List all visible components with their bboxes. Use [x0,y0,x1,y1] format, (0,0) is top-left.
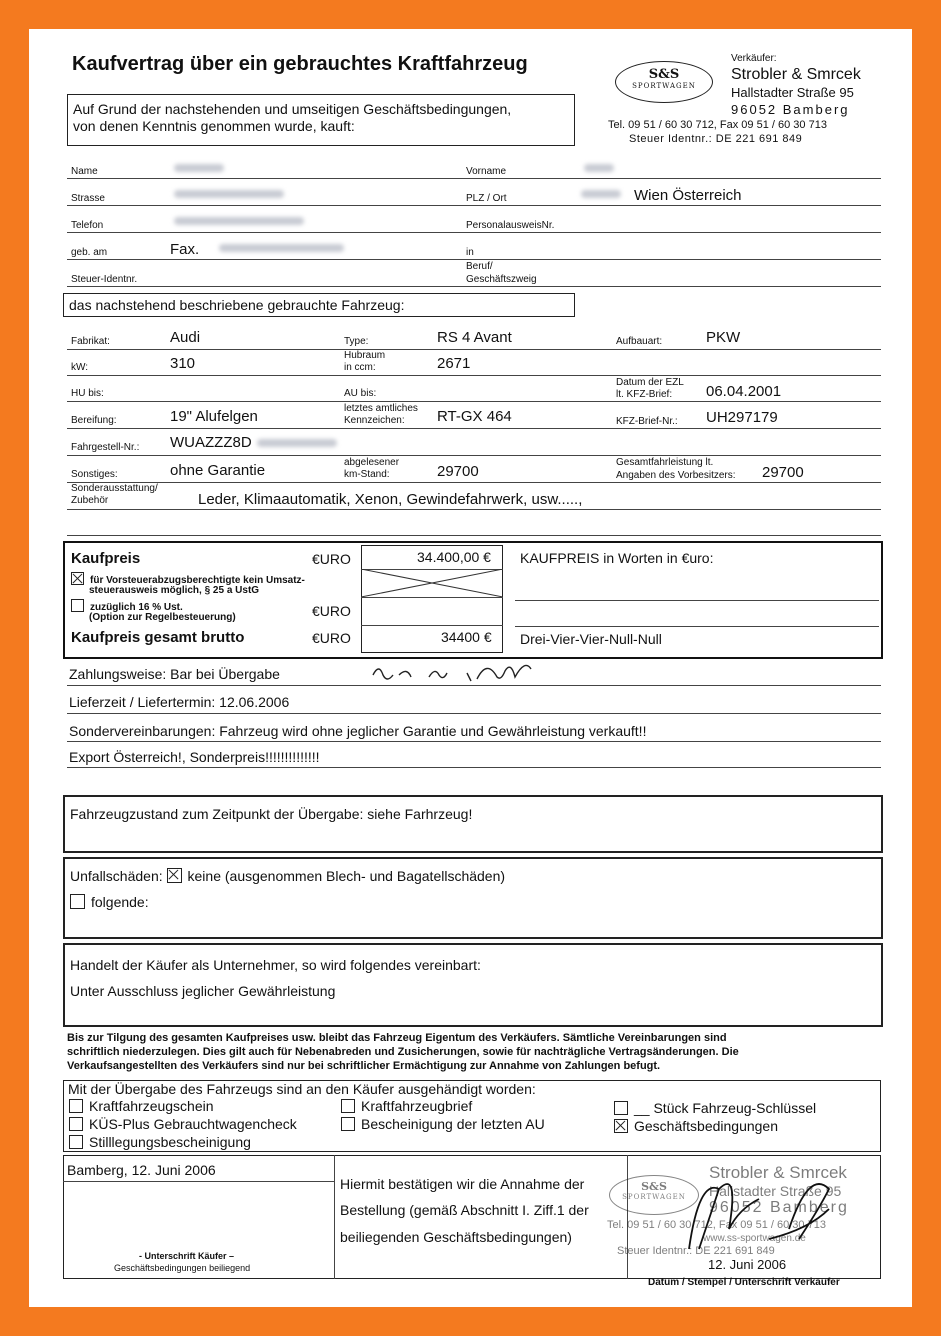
brief-value: UH297179 [706,409,778,426]
gesamt-label-1: Gesamtfahrleistung lt. [616,457,714,468]
zahlung-text: Zahlungsweise: Bar bei Übergabe [69,666,280,682]
legal-line-2: schriftlich niederzulegen. Dies gilt auch für Nebenabreden und Zusicherungen, sowie für nachträgliche Vertragsänderungen. Die [67,1046,739,1058]
intro-box [67,94,575,146]
au-label: AU bis: [344,388,377,399]
ezl-label-1: Datum der EZL [616,377,684,388]
kw-value: 310 [170,355,196,372]
option-2 [71,599,183,613]
ezl-value: 06.04.2001 [706,383,782,400]
words-value: Drei-Vier-Vier-Null-Null [520,631,662,647]
buyer-signature-note: Geschäftsbedingungen beiliegend [114,1263,251,1273]
stamp-phone: Tel. 09 51 / 60 30 712, Fax 09 51 / 60 30 713 [607,1219,826,1231]
gesamt-brutto-value: 34400 € [441,629,492,645]
confirm-line-1: Hiermit bestätigen wir die Annahme der [340,1176,585,1192]
beruf-label-1: Beruf/ [466,261,493,272]
redacted-name [174,164,224,172]
kaufpreis-value: 34.400,00 € [417,549,491,565]
beruf-label-2: Geschäftszweig [466,274,537,285]
strasse-label: Strasse [71,193,105,204]
kfz-brief-checkbox[interactable] [341,1099,355,1113]
redacted-fahrgestell [257,439,337,447]
contract-page [29,29,912,1307]
keine-text: keine (ausgenommen Blech- und Bagatellschäden) [187,868,506,884]
telefon-label: Telefon [71,220,104,231]
handover-item-kues [69,1116,297,1132]
fahrgestell-label: Fahrgestell-Nr.: [71,442,140,453]
unternehmer-box [63,943,883,1027]
kennzeichen-label-1: letztes amtliches [344,403,418,414]
kaufpreis-label: Kaufpreis [71,550,141,567]
kennzeichen-label-2: Kennzeichen: [344,415,405,426]
keine-checkbox[interactable] [167,868,182,883]
kfz-schein-checkbox[interactable] [69,1099,83,1113]
folgende-text: folgende: [91,894,149,910]
page-title: Kaufvertrag über ein gebrauchtes Kraftfahrzeug [72,53,528,75]
vehicle-intro-box [63,293,575,317]
fahrgestell-value: WUAZZZ8D [170,434,252,451]
unternehmer-line-2: Unter Ausschluss jeglicher Gewährleistung [70,983,336,999]
handover-box [63,1080,881,1152]
bereifung-value: 19" Alufelgen [170,408,258,425]
seller-label: Verkäufer: [731,53,777,64]
kues-label: KÜS-Plus Gebrauchtwagencheck [89,1116,297,1132]
sondervereinbarungen-text: Sondervereinbarungen: Fahrzeug wird ohne jeglicher Garantie und Gewährleistung verkauft!! [69,723,647,739]
words-label: KAUFPREIS in Worten in €uro: [520,550,714,566]
redacted-plz [581,190,621,198]
sonder-label-2: Zubehör [71,495,109,506]
kues-checkbox[interactable] [69,1117,83,1131]
unfall-box [63,857,883,939]
redacted-telefon [174,217,304,225]
hubraum-label-1: Hubraum [344,350,386,361]
zustand-box [63,795,883,853]
export-text: Export Österreich!, Sonderpreis!!!!!!!!!!!!!! [69,749,320,765]
sonder-value: Leder, Klimaautomatik, Xenon, Gewindefahrwerk, usw....., [198,491,583,508]
km-value: 29700 [437,463,479,480]
hubraum-label-2: in ccm: [344,362,376,373]
ezl-label-2: lt. KFZ-Brief: [616,389,673,400]
seller-street: Hallstadter Straße 95 [731,85,854,100]
seller-phone: Tel. 09 51 / 60 30 712, Fax 09 51 / 60 30 713 [608,119,827,131]
liefer-text: Lieferzeit / Liefertermin: 12.06.2006 [69,694,290,710]
seller-signature [669,1159,849,1269]
seller-city: 96052 Bamberg [731,102,850,117]
handover-item-au [341,1116,545,1132]
fabrikat-value: Audi [170,329,201,346]
handover-item-kfz-schein [69,1098,214,1114]
sonstiges-label: Sonstiges: [71,469,118,480]
steuer-label: Steuer-Identnr. [71,274,138,285]
confirm-line-3: beiliegenden Geschäftsbedingungen) [340,1229,572,1245]
stamp-logo-subtext: SPORTWAGEN [622,1193,686,1201]
stilllegung-label: Stilllegungsbescheinigung [89,1134,251,1150]
agb-label: Geschäftsbedingungen [634,1118,778,1134]
stamp-street: Hallstadter Straße 95 [709,1183,842,1199]
geb-value: Fax. [170,241,200,258]
sonder-label-1: Sonderausstattung/ [71,483,158,494]
crossed-cell [361,569,503,597]
gesamt-label-2: Angaben des Vorbesitzers: [616,470,736,481]
geb-label: geb. am [71,247,108,258]
euro-label-2: €URO [312,603,351,619]
stamp-web: www.ss-sportwagen.de [703,1233,806,1244]
buyer-signature-label: - Unterschrift Käufer – [139,1251,235,1261]
fabrikat-label: Fabrikat: [71,336,110,347]
kennzeichen-value: RT-GX 464 [437,408,512,425]
type-label: Type: [344,336,369,347]
zahlung-handwriting [369,657,559,687]
au-checkbox[interactable] [341,1117,355,1131]
gesamt-value: 29700 [762,464,804,481]
logo-subtext: SPORTWAGEN [632,82,696,90]
kw-label: kW: [71,362,89,373]
handover-item-agb [614,1118,778,1134]
handover-item-stilllegung [69,1134,251,1150]
gesamt-brutto-label: Kaufpreis gesamt brutto [71,629,245,646]
in-label: in [466,247,474,258]
kfz-schein-label: Kraftfahrzeugschein [89,1098,214,1114]
option-2-text-2: (Option zur Regelbesteuerung) [89,612,236,623]
intro-line-2: von denen Kenntnis genommen wurde, kauft: [73,118,355,134]
unternehmer-line-1: Handelt der Käufer als Unternehmer, so wird folgendes vereinbart: [70,957,481,973]
unfall-label: Unfallschäden: [70,868,163,884]
unfall-folgende-row [70,894,149,910]
euro-label-3: €URO [312,630,351,646]
logo-text: S&S [648,67,680,82]
type-value: RS 4 Avant [437,329,512,346]
price-box [63,541,883,659]
redacted-strasse [174,190,284,198]
ausweis-label: PersonalausweisNr. [466,220,555,231]
bereifung-label: Bereifung: [71,415,117,426]
option-1 [71,572,305,586]
redacted-fax [219,244,344,252]
option-2-text: zuzüglich 16 % Ust. [90,602,183,613]
plz-value: Wien Österreich [634,187,742,204]
redacted-vorname [584,164,614,172]
aufbau-value: PKW [706,329,741,346]
sonstiges-value: ohne Garantie [170,462,266,479]
kfz-brief-label: Kraftfahrzeugbrief [361,1098,473,1114]
handover-item-schluessel [614,1100,816,1116]
agb-checkbox[interactable] [614,1119,628,1133]
option-2-checkbox[interactable] [71,599,84,612]
name-label: Name [71,166,98,177]
schluessel-label: __ Stück Fahrzeug-Schlüssel [634,1100,817,1116]
km-label-2: km-Stand: [344,469,390,480]
stamp-logo-text: S&S [641,1180,667,1193]
plz-label: PLZ / Ort [466,193,507,204]
vorname-label: Vorname [466,166,507,177]
ss-logo [615,61,713,103]
option-1-text: für Vorsteuerabzugsberechtigte kein Umsatz- [90,575,305,586]
legal-line-3: Verkaufsangestellten des Verkäufers sind nur bei schriftlicher Ermächtigung zur Annahme von Zahlungen befugt. [67,1060,661,1072]
au-label-text: Bescheinigung der letzten AU [361,1116,545,1132]
stamp-tax-id: Steuer Identnr.: DE 221 691 849 [617,1245,775,1257]
hu-label: HU bis: [71,388,104,399]
vehicle-intro: das nachstehend beschriebene gebrauchte Fahrzeug: [69,297,405,313]
km-label-1: abgelesener [344,457,400,468]
brief-label: KFZ-Brief-Nr.: [616,416,678,427]
handover-item-kfz-brief [341,1098,472,1114]
stamp-name: Strobler & Smrcek [709,1163,847,1182]
intro-line-1: Auf Grund der nachstehenden und umseitigen Geschäftsbedingungen, [73,101,512,117]
handover-title: Mit der Übergabe des Fahrzeugs sind an den Käufer ausgehändigt worden: [68,1081,536,1097]
seller-date: 12. Juni 2006 [708,1257,787,1272]
confirm-line-2: Bestellung (gemäß Abschnitt I. Ziff.1 der [340,1202,589,1218]
seller-name: Strobler & Smrcek [731,66,861,83]
unfall-keine-row [70,868,505,884]
aufbau-label: Aufbauart: [616,336,663,347]
stamp-city: 96052 Bamberg [709,1199,849,1216]
legal-line-1: Bis zur Tilgung des gesamten Kaufpreises usw. bleibt das Fahrzeug Eigentum des Verkäufers. Sämtliche Vereinbarungen sind [67,1032,727,1044]
euro-label-1: €URO [312,551,351,567]
option-1-checkbox[interactable] [71,572,84,585]
seller-tax-id: Steuer Identnr.: DE 221 691 849 [629,133,803,145]
option-1-text-2: steuerausweis möglich, § 25 a UstG [89,585,260,596]
seller-signature-label: Datum / Stempel / Unterschrift Verkäufer [648,1277,840,1288]
folgende-checkbox[interactable] [70,894,85,909]
schluessel-checkbox[interactable] [614,1101,628,1115]
hubraum-value: 2671 [437,355,471,372]
place-date: Bamberg, 12. Juni 2006 [67,1162,216,1178]
zustand-text: Fahrzeugzustand zum Zeitpunkt der Übergabe: siehe Farhrzeug! [70,806,473,822]
stilllegung-checkbox[interactable] [69,1135,83,1149]
